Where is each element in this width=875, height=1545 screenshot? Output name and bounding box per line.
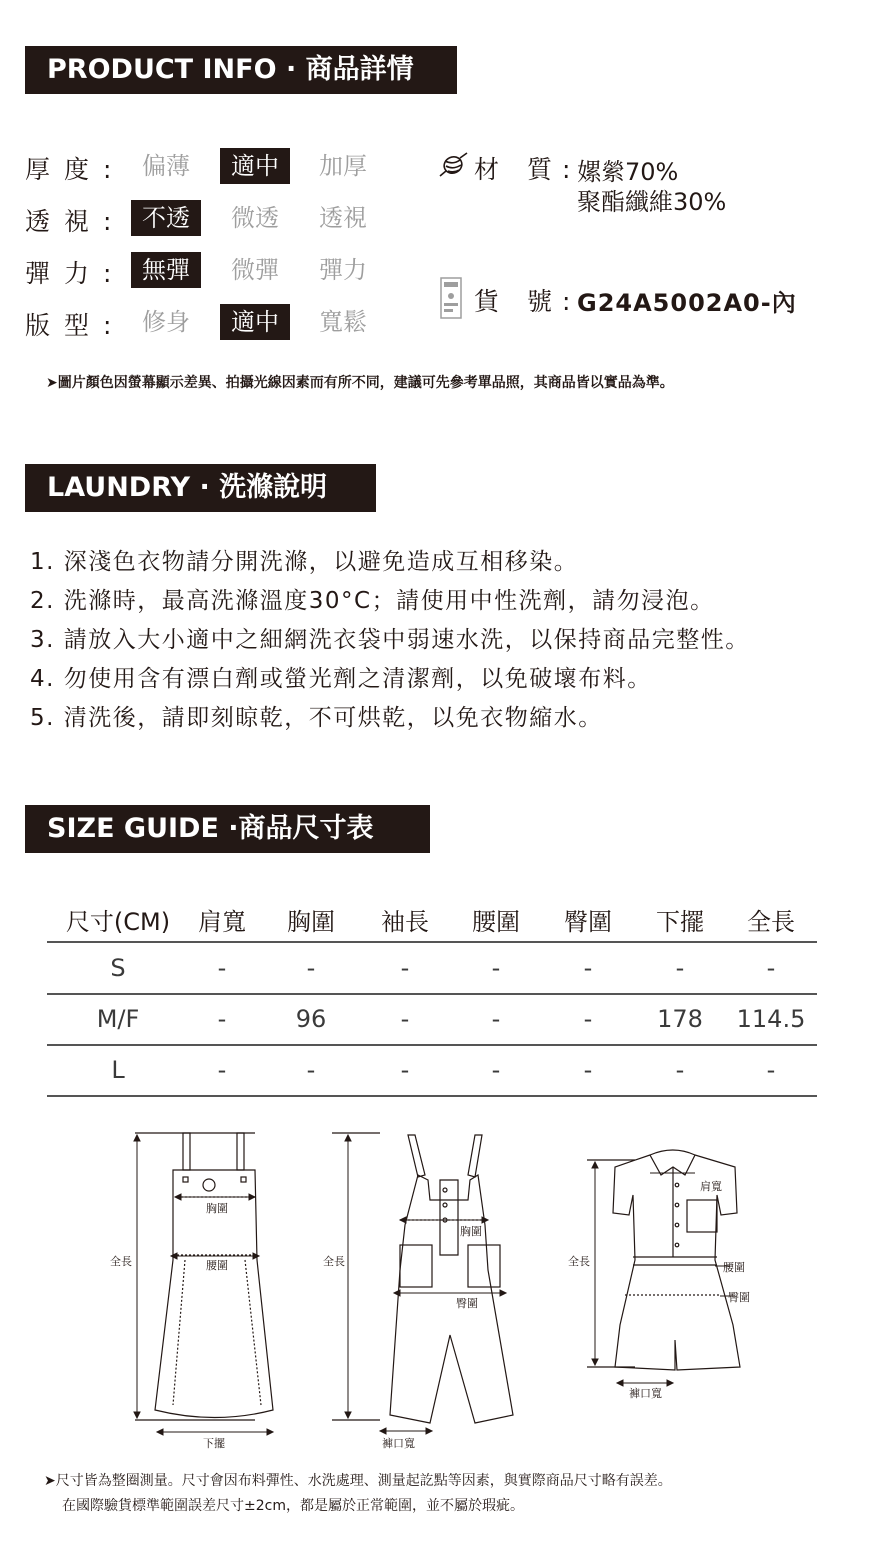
table-cell: - bbox=[583, 954, 593, 982]
chest-label-2: 胸圍 bbox=[460, 1225, 482, 1238]
table-divider bbox=[47, 993, 817, 995]
table-cell: - bbox=[766, 954, 776, 982]
table-header-cell: 肩寬 bbox=[198, 908, 246, 936]
attribute-option: 無彈 bbox=[131, 252, 201, 288]
table-cell: - bbox=[491, 1005, 501, 1033]
attribute-option: 適中 bbox=[220, 304, 290, 340]
attribute-option: 彈力 bbox=[319, 256, 367, 284]
leg-opening-label-3: 褲口寬 bbox=[629, 1387, 662, 1400]
attribute-option: 透視 bbox=[319, 204, 367, 232]
laundry-item: 5. 清洗後，請即刻晾乾，不可烘乾，以免衣物縮水。 bbox=[30, 705, 603, 731]
yarn-icon bbox=[436, 150, 470, 180]
attribute-option: 偏薄 bbox=[142, 152, 190, 180]
table-header-cell: 袖長 bbox=[381, 908, 429, 936]
table-header-cell: 腰圍 bbox=[472, 908, 520, 936]
attribute-option: 不透 bbox=[131, 200, 201, 236]
full-length-label-2: 全長 bbox=[323, 1255, 345, 1268]
table-cell: 178 bbox=[657, 1005, 703, 1033]
table-header-cell: 臀圍 bbox=[564, 908, 612, 936]
table-header-cell: 尺寸(CM) bbox=[65, 908, 171, 936]
table-cell: - bbox=[491, 954, 501, 982]
laundry-item: 4. 勿使用含有漂白劑或螢光劑之清潔劑，以免破壞布料。 bbox=[30, 666, 652, 692]
shoulder-label-3: 肩寬 bbox=[700, 1180, 722, 1193]
table-cell: - bbox=[400, 954, 410, 982]
attribute-option: 加厚 bbox=[319, 152, 367, 180]
attribute-label: 版型: bbox=[25, 311, 126, 340]
table-header-cell: 下擺 bbox=[656, 908, 704, 936]
table-cell: 114.5 bbox=[736, 1005, 806, 1033]
table-cell: - bbox=[306, 1056, 316, 1084]
product-info-header: PRODUCT INFO · 商品詳情 bbox=[25, 46, 457, 94]
table-cell: S bbox=[110, 954, 126, 982]
table-cell: - bbox=[675, 1056, 685, 1084]
table-cell: - bbox=[766, 1056, 776, 1084]
attribute-option: 微透 bbox=[231, 204, 279, 232]
table-divider bbox=[47, 941, 817, 943]
sku-value: G24A5002A0-內 bbox=[577, 289, 797, 317]
size-note-2: 在國際驗貨標準範圍誤差尺寸±2cm，都是屬於正常範圍，並不屬於瑕疵。 bbox=[62, 1498, 524, 1514]
table-cell: - bbox=[583, 1056, 593, 1084]
table-cell: - bbox=[217, 954, 227, 982]
attribute-option: 修身 bbox=[142, 308, 190, 336]
attribute-label: 彈力: bbox=[25, 259, 126, 288]
attribute-label: 厚度: bbox=[25, 155, 126, 184]
overalls-diagram bbox=[320, 1125, 530, 1455]
waist-label-1: 腰圍 bbox=[206, 1259, 228, 1272]
table-cell: - bbox=[217, 1056, 227, 1084]
table-cell: - bbox=[400, 1005, 410, 1033]
chest-label-1: 胸圍 bbox=[206, 1202, 228, 1215]
jumpsuit-diagram bbox=[105, 1125, 290, 1455]
full-length-label-1: 全長 bbox=[110, 1255, 132, 1268]
attribute-label: 透視: bbox=[25, 207, 126, 236]
size-guide-header: SIZE GUIDE ·商品尺寸表 bbox=[25, 805, 430, 853]
table-cell: - bbox=[675, 954, 685, 982]
full-length-label-3: 全長 bbox=[568, 1255, 590, 1268]
table-divider bbox=[47, 1095, 817, 1097]
hip-label-3: 臀圍 bbox=[728, 1291, 750, 1304]
attribute-option: 微彈 bbox=[231, 256, 279, 284]
table-cell: M/F bbox=[96, 1005, 140, 1033]
attribute-option: 寬鬆 bbox=[319, 308, 367, 336]
table-cell: 96 bbox=[295, 1005, 327, 1033]
table-cell: - bbox=[400, 1056, 410, 1084]
laundry-item: 3. 請放入大小適中之細網洗衣袋中弱速水洗，以保持商品完整性。 bbox=[30, 627, 750, 653]
hip-label-2: 臀圍 bbox=[456, 1297, 478, 1310]
laundry-item: 1. 深淺色衣物請分開洗滌，以避免造成互相移染。 bbox=[30, 549, 579, 575]
table-header-cell: 胸圍 bbox=[287, 908, 335, 936]
size-note-1: ➤尺寸皆為整圈測量。尺寸會因布料彈性、水洗處理、測量起訖點等因素，與實際商品尺寸略有誤差。 bbox=[44, 1473, 672, 1489]
table-divider bbox=[47, 1044, 817, 1046]
table-cell: - bbox=[491, 1056, 501, 1084]
table-header-cell: 全長 bbox=[747, 908, 795, 936]
sku-label: 貨 號: bbox=[474, 287, 581, 316]
laundry-item: 2. 洗滌時，最高洗滌溫度30°C；請使用中性洗劑，請勿浸泡。 bbox=[30, 588, 715, 614]
hem-label-1: 下擺 bbox=[203, 1437, 225, 1450]
table-cell: - bbox=[583, 1005, 593, 1033]
romper-diagram bbox=[565, 1145, 775, 1405]
material-value-2: 聚酯纖維30% bbox=[577, 188, 727, 216]
leg-opening-label-2: 褲口寬 bbox=[382, 1437, 415, 1450]
tag-icon bbox=[439, 276, 465, 320]
color-disclaimer: ➤圖片顏色因螢幕顯示差異、拍攝光線因素而有所不同，建議可先參考單品照，其商品皆以實品為準。 bbox=[46, 375, 674, 391]
attribute-option: 適中 bbox=[220, 148, 290, 184]
material-value-1: 嫘縈70% bbox=[577, 158, 679, 186]
waist-label-3: 腰圍 bbox=[723, 1261, 745, 1274]
table-cell: L bbox=[111, 1056, 125, 1084]
laundry-header: LAUNDRY · 洗滌說明 bbox=[25, 464, 376, 512]
material-label: 材 質: bbox=[474, 155, 581, 184]
table-cell: - bbox=[306, 954, 316, 982]
table-cell: - bbox=[217, 1005, 227, 1033]
